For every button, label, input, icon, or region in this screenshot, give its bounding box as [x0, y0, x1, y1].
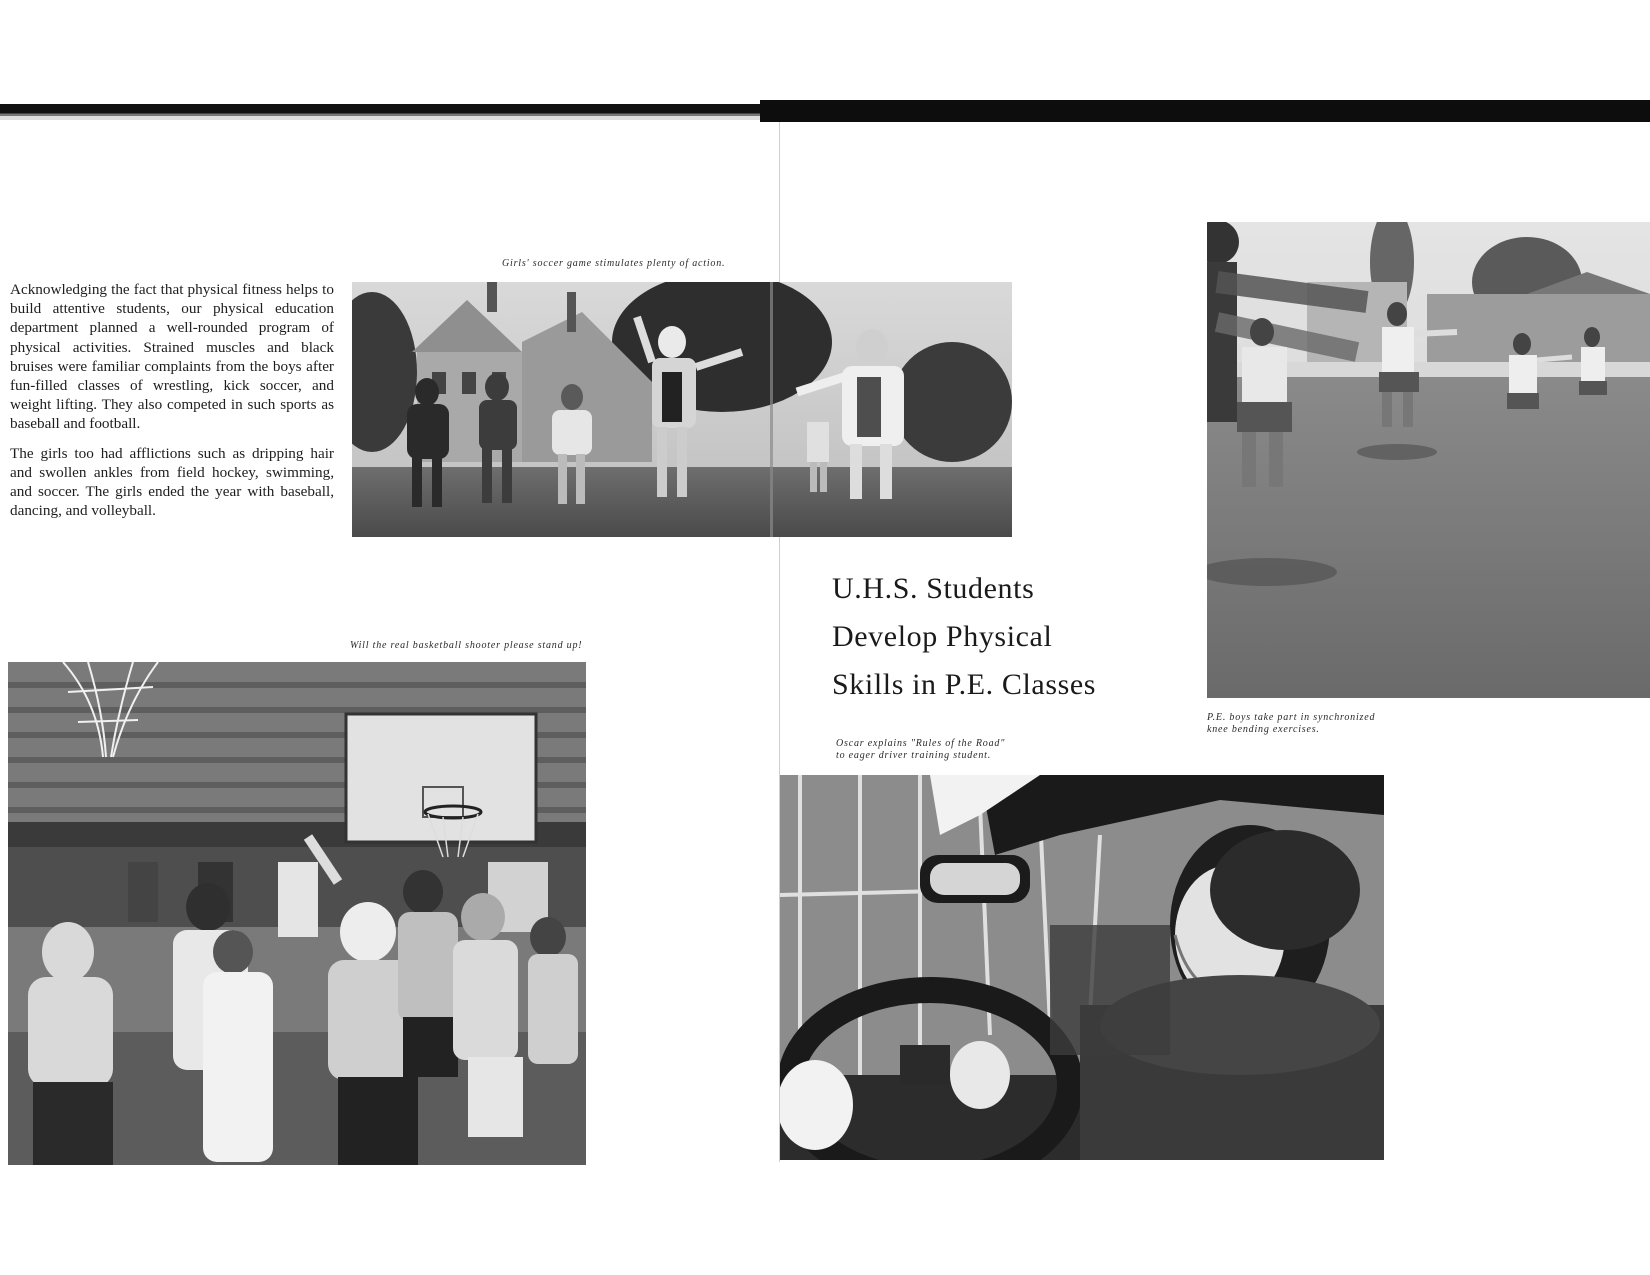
headline-line-2: Develop Physical: [832, 620, 1053, 653]
article-paragraph-2: The girls too had afflictions such as dripping hair and swollen ankles from field hockey, swimming, and soccer. The girls ended the year with baseball, dancing, and volleyball.: [10, 444, 334, 520]
article-paragraph-1: Acknowledging the fact that physical fitness helps to build attentive students, our physical education department planned a well-rounded program of physical activities. Strained muscles and black bruises were familiar complaints from the boys after fun-filled classes of wrestling, kick soccer, and weight lifting. They also competed in such sports as baseball and football.: [10, 281, 334, 433]
caption-basketball: Will the real basketball shooter please stand up!: [350, 640, 583, 651]
caption-knee-line-2: knee bending exercises.: [1207, 724, 1320, 735]
caption-driver-line-1: Oscar explains "Rules of the Road": [836, 738, 1006, 749]
headline-line-1: U.H.S. Students: [832, 572, 1035, 605]
caption-knee-bending: [1207, 712, 1375, 736]
soccer-photo: [352, 282, 1012, 537]
knee-bending-photo: [1207, 222, 1650, 698]
caption-driver-training: [836, 738, 1005, 762]
caption-soccer: Girls' soccer game stimulates plenty of action.: [502, 258, 726, 269]
driver-training-photo: [780, 775, 1384, 1160]
caption-driver-line-2: to eager driver training student.: [836, 750, 991, 761]
caption-knee-line-1: P.E. boys take part in synchronized: [1207, 712, 1376, 723]
binding-bar-right: [760, 100, 1650, 122]
basketball-photo: [8, 662, 586, 1165]
page-headline: [832, 565, 1172, 709]
binding-bar-left: [0, 104, 760, 120]
article-body: [10, 280, 334, 530]
headline-line-3: Skills in P.E. Classes: [832, 668, 1097, 701]
